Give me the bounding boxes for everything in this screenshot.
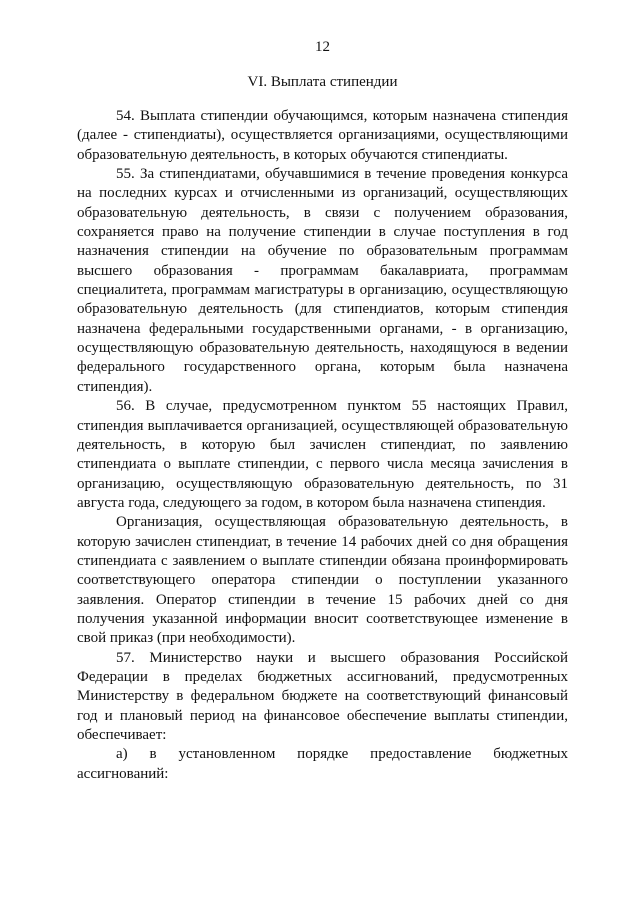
paragraph-56: 56. В случае, предусмотренном пунктом 55 настоящих Правил, стипендия выплачивается организацией, осуществляющей образовательную деятельность, в которую был зачислен стипендиат, по заявлению стипендиата о выплате стипендии, с первого числа месяца зачисления в организацию, осуществляющую образовательную деятельность, по 31 августа года, следующего за годом, в котором была назначена стипендия.: [77, 398, 568, 511]
section-title: VI. Выплата стипендии: [247, 74, 398, 90]
paragraph-57-a: а) в установленном порядке предоставление бюджетных ассигнований:: [77, 746, 568, 782]
paragraph-57: 57. Министерство науки и высшего образования Российской Федерации в пределах бюджетных ассигнований, предусмотренных Министерству в федеральном бюджете на соответствующий финансовый год и плановый период на финансовое обеспечение выплаты стипендии, обеспечивает:: [77, 649, 568, 743]
page-number: 12: [315, 39, 330, 55]
paragraph-54: 54. Выплата стипендии обучающимся, которым назначена стипендия (далее - стипендиаты), осуществляется организациями, осуществляющими образовательную деятельность, в которых обучаются стипендиаты.: [77, 108, 568, 163]
paragraph-56-continued: Организация, осуществляющая образовательную деятельность, в которую зачислен стипендиат, в течение 14 рабочих дней со дня обращения стипендиата с заявлением о выплате стипендии обязана проинформировать соответствующего оператора стипендии о поступлении указанного заявления. Оператор стипендии в течение 15 рабочих дней со дня получения указанной информации вносит соответствующее изменение в свой приказ (при необходимости).: [77, 514, 568, 647]
paragraph-55: 55. За стипендиатами, обучавшимися в течение проведения конкурса на последних курсах и отчисленными из организаций, осуществляющих образовательную деятельность, в связи с получением образования, сохраняется право на получение стипендии в случае поступления в год назначения стипендии на обучение по образовательным программам высшего образования - программам бакалавриата, программам специалитета, программам магистратуры в организацию, осуществляющую образовательную деятельность (для стипендиатов, которым стипендия назначена федеральными государственными органами, - в организацию, осуществляющую образовательную деятельность, находящуюся в ведении федерального государственного органа, которым была назначена стипендия).: [77, 166, 568, 395]
document-page: [77, 38, 568, 784]
